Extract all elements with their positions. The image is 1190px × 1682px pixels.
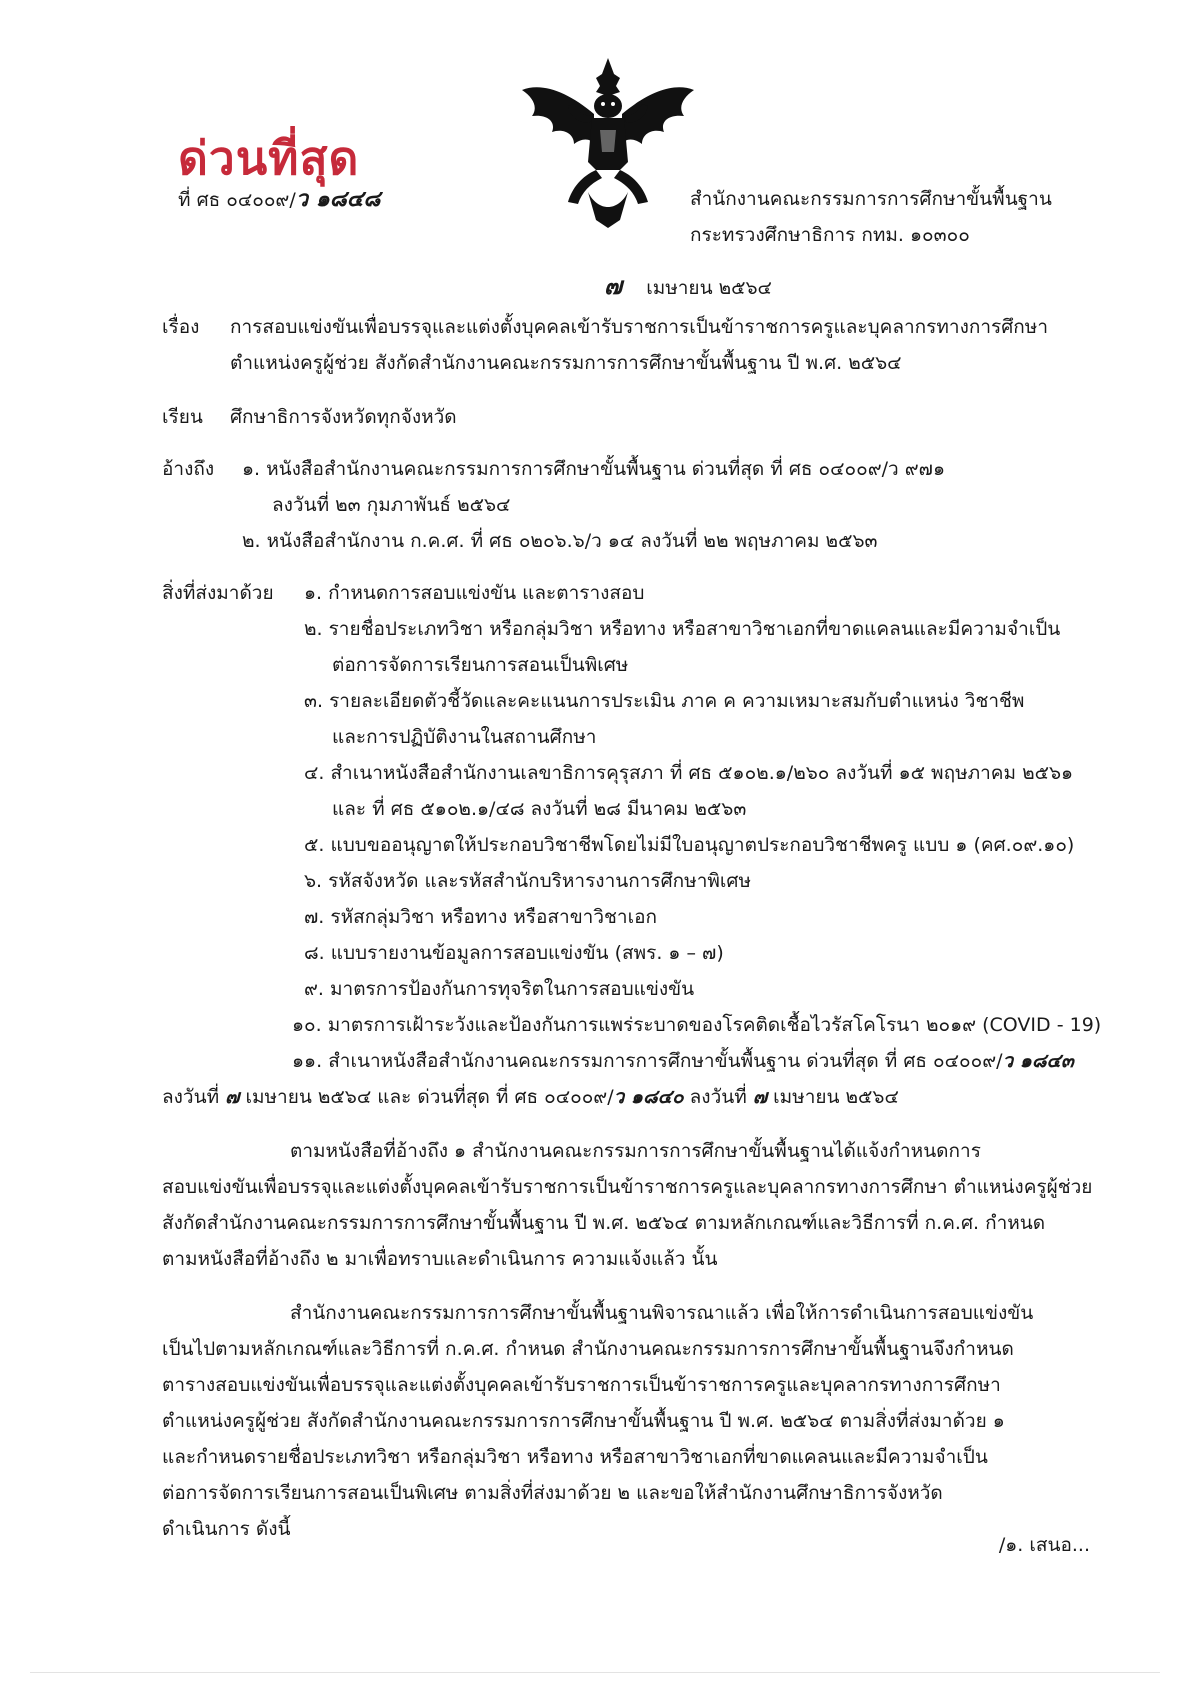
continuation-handwritten-day-2: ๗ [752,1086,768,1108]
paragraph-2-line-6: ต่อการจัดการเรียนการสอนเป็นพิเศษ ตามสิ่งที่ส่งมาด้วย ๒ และขอให้สำนักงานศึกษาธิการจังหวัด [162,1482,943,1504]
reference-item-1-line-2: ลงวันที่ ๒๓ กุมภาพันธ์ ๒๕๖๔ [272,494,511,516]
enclosure-item-4-line-2: และ ที่ ศธ ๕๑๐๒.๑/๔๘ ลงวันที่ ๒๘ มีนาคม ๒๕๖๓ [332,798,747,820]
enclosures-label: สิ่งที่ส่งมาด้วย [162,582,274,604]
enclosure-item-3-line-1: ๓. รายละเอียดตัวชี้วัดและคะแนนการประเมิน ภาค ค ความเหมาะสมกับตำแหน่ง วิชาชีพ [304,690,1025,712]
enclosure-item-2-line-2: ต่อการจัดการเรียนการสอนเป็นพิเศษ [332,654,629,676]
paragraph-2-line-2: เป็นไปตามหลักเกณฑ์และวิธีการที่ ก.ค.ศ. กำหนด สำนักงานคณะกรรมการการศึกษาขั้นพื้นฐานจึงกำหนด [162,1338,1014,1360]
paragraph-2-line-4: ตำแหน่งครูผู้ช่วย สังกัดสำนักงานคณะกรรมการการศึกษาขั้นพื้นฐาน ปี พ.ศ. ๒๕๖๔ ตามสิ่งที่ส่งมาด้วย ๑ [162,1410,1005,1432]
enclosure-item-4-line-1: ๔. สำเนาหนังสือสำนักงานเลขาธิการคุรุสภา ที่ ศธ ๕๑๐๒.๑/๒๖๐ ลงวันที่ ๑๕ พฤษภาคม ๒๕๖๑ [304,762,1074,784]
continued-marker: /๑. เสนอ... [998,1534,1090,1556]
date-month-year: เมษายน ๒๕๖๔ [646,277,772,299]
paragraph-2-line-7: ดำเนินการ ดังนี้ [162,1518,291,1540]
enclosure-item-9: ๙. มาตรการป้องกันการทุจริตในการสอบแข่งขัน [304,978,695,1000]
paragraph-1-line-4: ตามหนังสือที่อ้างถึง ๒ มาเพื่อทราบและดำเนินการ ความแจ้งแล้ว นั้น [162,1248,718,1270]
continuation-part-3: ลงวันที่ [683,1086,753,1108]
subject-line-2: ตำแหน่งครูผู้ช่วย สังกัดสำนักงานคณะกรรมการการศึกษาขั้นพื้นฐาน ปี พ.ศ. ๒๕๖๔ [230,352,902,374]
continuation-handwritten-day-1: ๗ [225,1086,240,1108]
paragraph-1-line-3: สังกัดสำนักงานคณะกรรมการการศึกษาขั้นพื้นฐาน ปี พ.ศ. ๒๕๖๔ ตามหลักเกณฑ์และวิธีการที่ ก.ค.ศ. กำหนด [162,1212,1046,1234]
garuda-emblem-icon [508,52,708,232]
date-day-handwritten: ๗ [604,271,623,300]
document-number-prefix: ที่ ศธ ๐๔๐๐๙/ [178,189,296,211]
sender-office: สำนักงานคณะกรรมการการศึกษาขั้นพื้นฐาน [690,188,1052,210]
continuation-handwritten-number: ว ๑๘๔๐ [613,1086,684,1108]
enclosure-item-5: ๕. แบบขออนุญาตให้ประกอบวิชาชีพโดยไม่มีใบอนุญาตประกอบวิชาชีพครู แบบ ๑ (คศ.๐๙.๑๐) [304,834,1075,856]
reference-item-1-line-1: ๑. หนังสือสำนักงานคณะกรรมการการศึกษาขั้นพื้นฐาน ด่วนที่สุด ที่ ศธ ๐๔๐๐๙/ว ๙๗๑ [242,458,946,480]
urgency-stamp: ด่วนที่สุด [178,131,360,185]
recipient-label: เรียน [162,406,203,428]
sender-ministry: กระทรวงศึกษาธิการ กทม. ๑๐๓๐๐ [690,224,970,246]
enclosure-item-1: ๑. กำหนดการสอบแข่งขัน และตารางสอบ [304,582,645,604]
continuation-part-4: เมษายน ๒๕๖๔ [767,1086,899,1108]
paragraph-2-line-5: และกำหนดรายชื่อประเภทวิชา หรือกลุ่มวิชา หรือทาง หรือสาขาวิชาเอกที่ขาดแคลนและมีความจำเป็น [162,1446,988,1468]
subject-line-1: การสอบแข่งขันเพื่อบรรจุและแต่งตั้งบุคคลเข้ารับราชการเป็นข้าราชการครูและบุคลากรทางการศึกษา [230,316,1048,338]
enclosure-item-11-continuation [162,1080,899,1115]
continuation-part-2: เมษายน ๒๕๖๔ และ ด่วนที่สุด ที่ ศธ ๐๔๐๐๙/ [239,1086,614,1108]
enclosure-item-11 [292,1044,1074,1079]
document-date [604,268,772,306]
reference-item-2: ๒. หนังสือสำนักงาน ก.ค.ศ. ที่ ศธ ๐๒๐๖.๖/ว ๑๔ ลงวันที่ ๒๒ พฤษภาคม ๒๕๖๓ [242,530,878,552]
document-number-handwritten: ว ๑๘๔๘ [295,186,381,212]
subject-label: เรื่อง [162,316,200,338]
enclosure-item-3-line-2: และการปฏิบัติงานในสถานศึกษา [332,726,597,748]
continuation-part-1: ลงวันที่ [162,1086,226,1108]
paragraph-1-line-2: สอบแข่งขันเพื่อบรรจุและแต่งตั้งบุคคลเข้ารับราชการเป็นข้าราชการครูและบุคลากรทางการศึกษา ตำแหน่งครูผู้ช่วย [162,1176,1093,1198]
paragraph-2-line-1: สำนักงานคณะกรรมการการศึกษาขั้นพื้นฐานพิจารณาแล้ว เพื่อให้การดำเนินการสอบแข่งขัน [290,1302,1034,1324]
paragraph-1-line-1: ตามหนังสือที่อ้างถึง ๑ สำนักงานคณะกรรมการการศึกษาขั้นพื้นฐานได้แจ้งกำหนดการ [290,1140,981,1162]
enclosure-item-8: ๘. แบบรายงานข้อมูลการสอบแข่งขัน (สพร. ๑ – ๗) [304,942,724,964]
enclosure-item-7: ๗. รหัสกลุ่มวิชา หรือทาง หรือสาขาวิชาเอก [304,906,657,928]
recipient-text: ศึกษาธิการจังหวัดทุกจังหวัด [230,406,457,428]
paragraph-2-line-3: ตารางสอบแข่งขันเพื่อบรรจุและแต่งตั้งบุคคลเข้ารับราชการเป็นข้าราชการครูและบุคลากรทางการศึกษา [162,1374,1001,1396]
scan-edge-divider [30,1672,1160,1673]
enclosure-item-11-text: ๑๑. สำเนาหนังสือสำนักงานคณะกรรมการการศึกษาขั้นพื้นฐาน ด่วนที่สุด ที่ ศธ ๐๔๐๐๙/ [292,1050,1003,1072]
enclosure-item-11-handwritten: ว ๑๘๔๓ [1002,1050,1074,1072]
enclosure-item-10: ๑๐. มาตรการเฝ้าระวังและป้องกันการแพร่ระบาดของโรคติดเชื้อไวรัสโคโรนา ๒๐๑๙ (COVID - 19) [292,1014,1102,1036]
references-label: อ้างถึง [162,458,215,480]
document-number [178,182,380,218]
enclosure-item-2-line-1: ๒. รายชื่อประเภทวิชา หรือกลุ่มวิชา หรือทาง หรือสาขาวิชาเอกที่ขาดแคลนและมีความจำเป็น [304,618,1061,640]
enclosure-item-6: ๖. รหัสจังหวัด และรหัสสำนักบริหารงานการศึกษาพิเศษ [304,870,751,892]
